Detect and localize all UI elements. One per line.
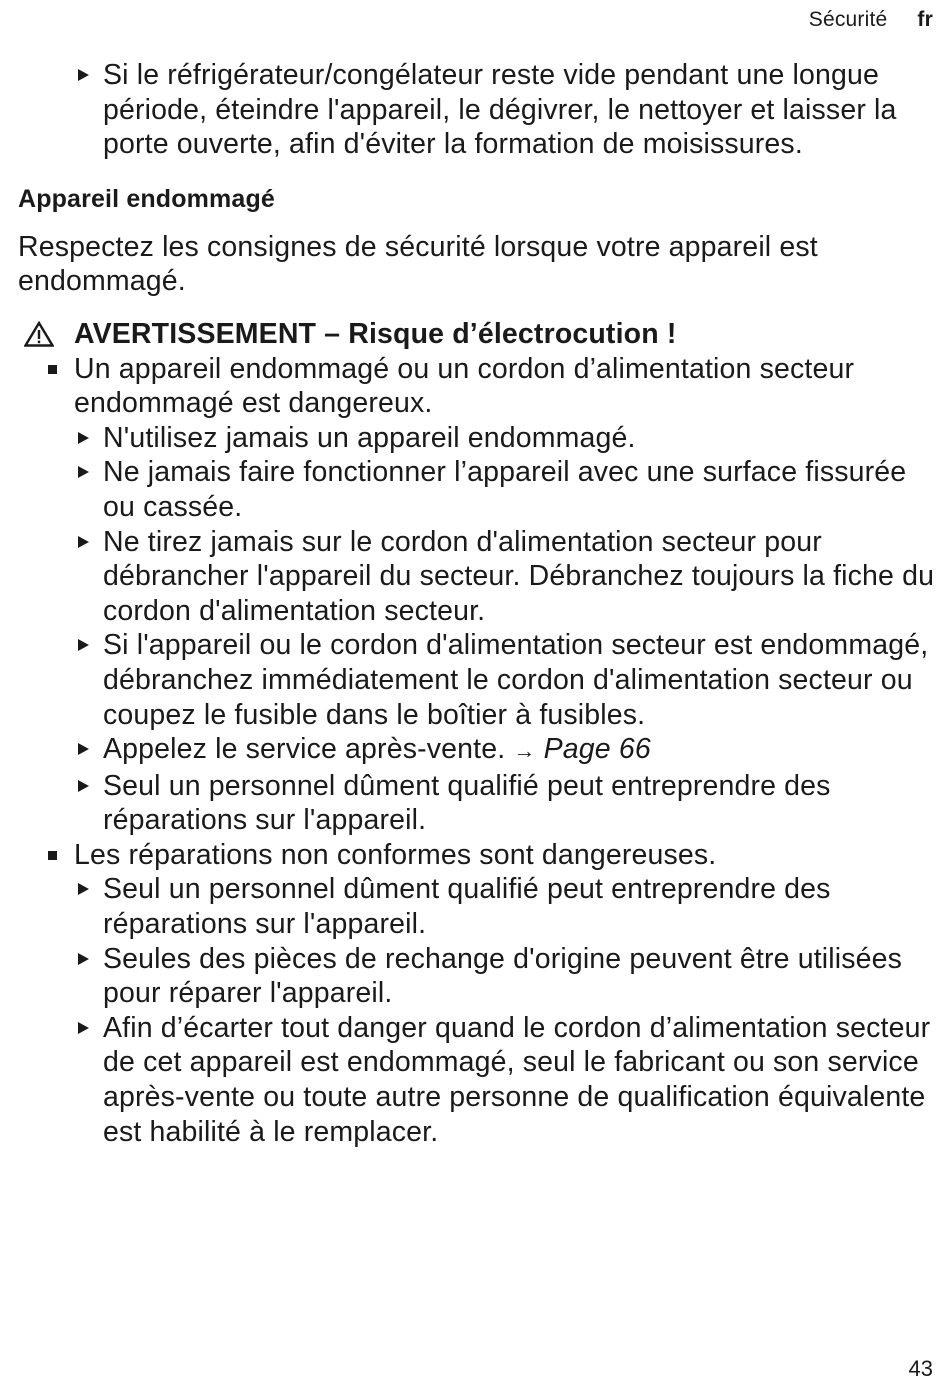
action-text: Seul un personnel dûment qualifié peut entreprendre des réparations sur l'appareil. [103, 769, 831, 837]
action-item [18, 769, 936, 838]
action-item [18, 628, 936, 732]
page-number: 43 [908, 1356, 933, 1381]
section-paragraph: Respectez les consignes de sécurité lorsque votre appareil est endommagé. [18, 230, 818, 298]
action-arrow-icon [78, 466, 89, 478]
action-arrow-icon [78, 1022, 89, 1034]
action-text: Ne tirez jamais sur le cordon d'alimentation secteur pour débrancher l'appareil du secteur. Débranchez toujours la fiche du cordon d'alimentation secteur. [103, 525, 935, 627]
bullet-item [18, 352, 936, 421]
warning-triangle-icon [24, 321, 54, 347]
action-arrow-icon [78, 639, 89, 651]
action-text: Seules des pièces de rechange d'origine peuvent être utilisées pour réparer l'appareil. [103, 942, 903, 1010]
cross-reference-arrow-icon: → [513, 738, 536, 764]
action-item [18, 421, 936, 456]
action-arrow-icon [78, 536, 89, 548]
action-text: Afin d’écarter tout danger quand le cordon d’alimentation secteur de cet appareil est endommagé, seul le fabricant ou son service après-vente ou toute autre personne de qualification équivalente est habilité à le remplacer. [103, 1011, 931, 1148]
action-item [18, 872, 936, 941]
action-text: Appelez le service après-vente. [103, 733, 506, 766]
action-item [18, 942, 936, 1011]
running-header [809, 8, 933, 32]
action-arrow-icon [78, 780, 89, 792]
bullet-text: Les réparations non conformes sont dangereuses. [74, 838, 717, 871]
header-section-title: Sécurité [808, 8, 888, 31]
action-text: Si l'appareil ou le cordon d'alimentation secteur est endommagé, débranchez immédiatement le cordon d'alimentation secteur ou coupez le fusible dans le boîtier à fusibles. [103, 629, 929, 731]
bullet-square-icon [48, 851, 57, 860]
warning-title: AVERTISSEMENT – Risque d’électrocution ! [74, 317, 677, 350]
bullet-text: Un appareil endommagé ou un cordon d’alimentation secteur endommagé est dangereux. [74, 352, 855, 420]
action-text: Seul un personnel dûment qualifié peut entreprendre des réparations sur l'appareil. [103, 873, 831, 941]
action-arrow-icon [78, 743, 89, 755]
bullet-square-icon [48, 365, 57, 374]
action-text: N'utilisez jamais un appareil endommagé. [103, 421, 636, 454]
warning-heading [18, 317, 936, 352]
header-language-code: fr [917, 8, 933, 31]
action-item [18, 525, 936, 629]
action-arrow-icon [78, 69, 89, 81]
action-item [18, 1011, 936, 1149]
action-arrow-icon [78, 953, 89, 965]
action-arrow-icon [78, 883, 89, 895]
action-item [18, 732, 936, 769]
bullet-item [18, 838, 936, 873]
action-item [18, 58, 936, 162]
action-text: Ne jamais faire fonctionner l’appareil avec une surface fissurée ou cassée. [103, 456, 907, 523]
page-content [18, 58, 936, 1149]
page-cross-reference-link[interactable]: Page 66 [543, 733, 651, 766]
action-item [18, 455, 936, 524]
section-heading: Appareil endommagé [18, 184, 275, 213]
action-arrow-icon [78, 432, 89, 444]
action-text: Si le réfrigérateur/congélateur reste vide pendant une longue période, éteindre l'appareil, le dégivrer, le nettoyer et laisser la porte ouverte, afin d'éviter la formation de moisissures. [103, 59, 897, 161]
